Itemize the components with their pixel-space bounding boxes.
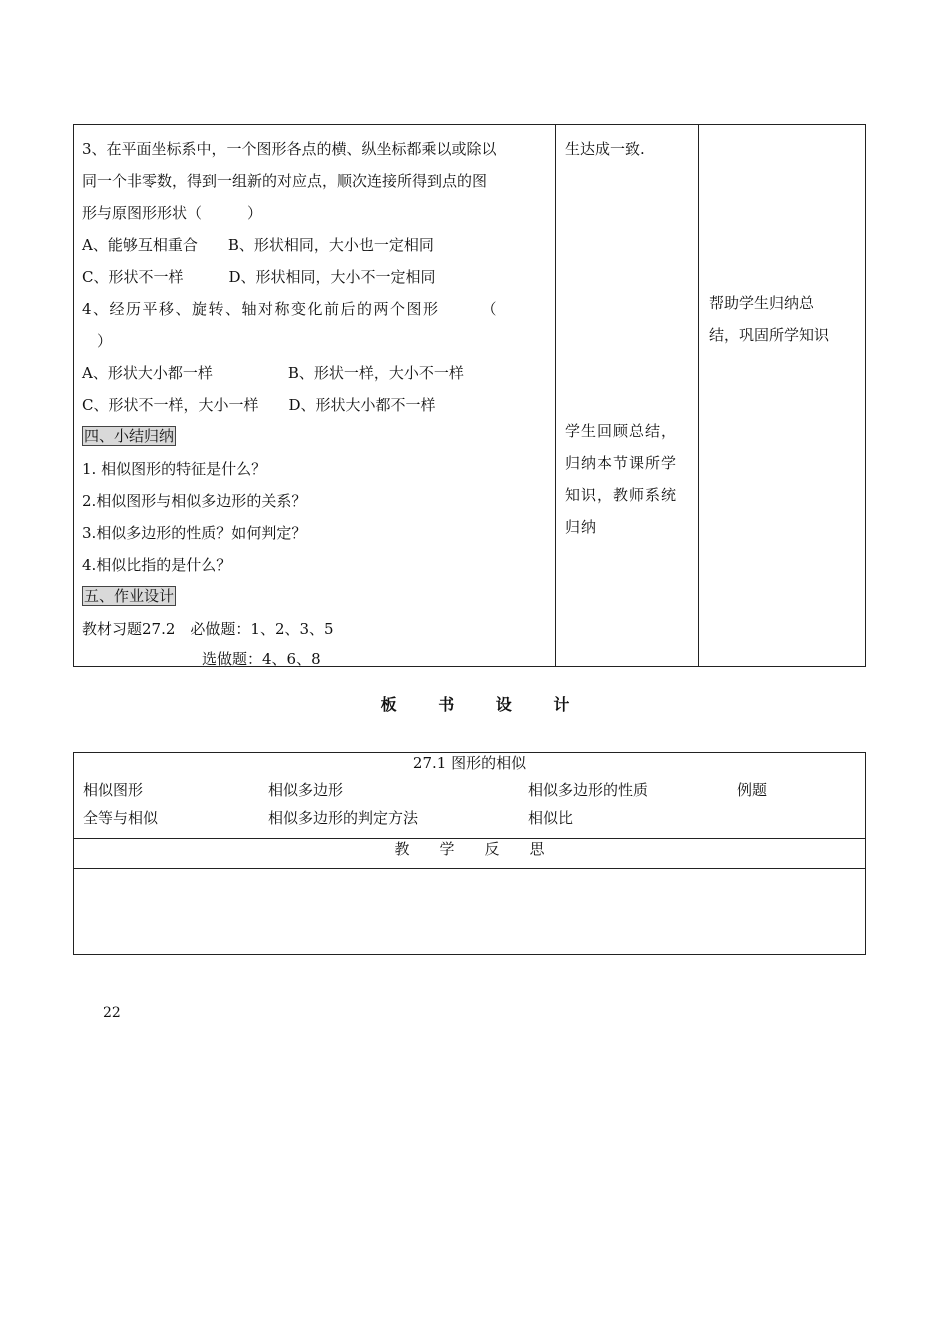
board-heading: 27.1 图形的相似 [412, 754, 527, 772]
question-4-line-2: ） [82, 332, 113, 350]
design-intent-line-2: 结，巩固所学知识 [709, 326, 830, 344]
question-4-line-1: 4、经历平移、旋转、轴对称变化前后的两个图形 （ [82, 300, 499, 318]
student-activity-line-2: 归纳本节课所学 [565, 454, 678, 472]
design-intent-line-1: 帮助学生归纳总 [709, 294, 815, 312]
board-design-title: 板 书 设 计 [380, 695, 570, 714]
student-activity-line-3: 知识，教师系统 [565, 486, 678, 504]
board-item-examples: 例题 [737, 781, 768, 799]
summary-question-3: 3.相似多边形的性质？如何判定？ [82, 524, 307, 542]
summary-question-1: 1. 相似图形的特征是什么？ [82, 460, 267, 478]
lesson-content-column [74, 125, 556, 666]
summary-question-4: 4.相似比指的是什么？ [82, 556, 232, 574]
question-4-options-ab: A、形状大小都一样 B、形状一样，大小不一样 [82, 364, 464, 382]
student-activity-column [556, 125, 699, 666]
board-design-table [73, 752, 866, 955]
board-item-similar-figures: 相似图形 [83, 781, 144, 799]
question-3-line-1: 3、在平面坐标系中，一个图形各点的横、纵坐标都乘以或除以 [82, 140, 497, 158]
board-item-congruence: 全等与相似 [83, 809, 159, 827]
question-3-line-3: 形与原图形形状（ ） [82, 204, 263, 222]
board-item-polygon-criteria: 相似多边形的判定方法 [268, 809, 419, 827]
board-item-similarity-ratio: 相似比 [528, 809, 574, 827]
board-item-similar-polygons: 相似多边形 [268, 781, 344, 799]
question-3-options-ab: A、能够互相重合 B、形状相同，大小也一定相同 [82, 236, 434, 254]
section-homework-heading: 五、作业设计 [84, 587, 175, 605]
student-activity-line-4: 归纳 [565, 518, 598, 536]
board-item-polygon-properties: 相似多边形的性质 [528, 781, 649, 799]
divider [74, 868, 865, 869]
question-4-options-cd: C、形状不一样，大小一样 D、形状大小都不一样 [82, 396, 436, 414]
student-activity-top: 生达成一致. [565, 140, 645, 158]
design-intent-column [699, 125, 865, 666]
summary-question-2: 2.相似图形与相似多边形的关系？ [82, 492, 307, 510]
question-3-line-2: 同一个非零数，得到一组新的对应点，顺次连接所得到点的图 [82, 172, 488, 190]
reflection-title: 教 学 反 思 [394, 840, 545, 858]
homework-required: 教材习题27.2 必做题：1、2、3、5 [82, 620, 334, 638]
question-3-options-cd: C、形状不一样 D、形状相同，大小不一定相同 [82, 268, 436, 286]
student-activity-line-1: 学生回顾总结， [565, 422, 678, 440]
page-number: 22 [103, 1005, 121, 1021]
homework-optional: 选做题：4、6、8 [82, 650, 321, 668]
section-summary-heading: 四、小结归纳 [84, 427, 175, 445]
lesson-table [73, 124, 866, 667]
